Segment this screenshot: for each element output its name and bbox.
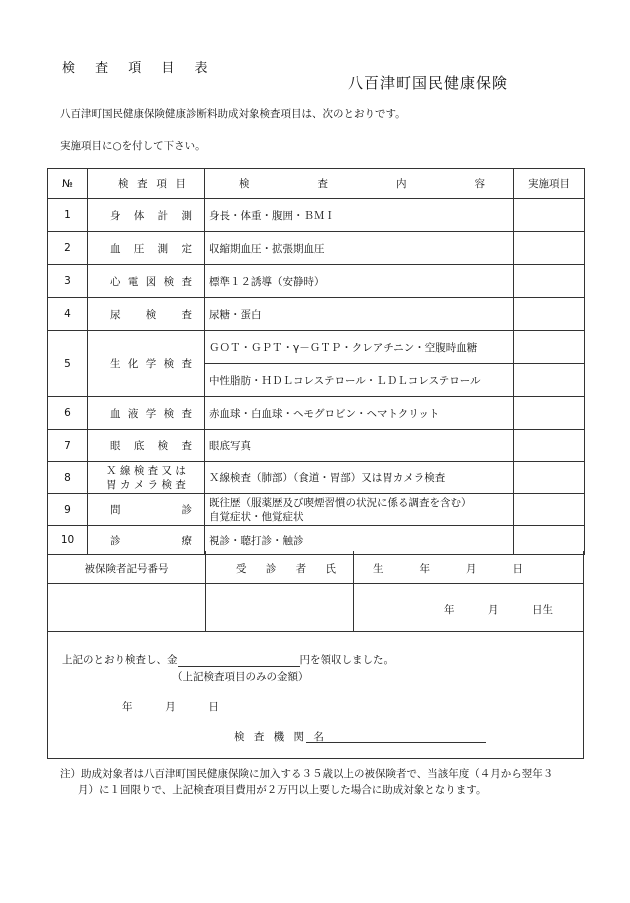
date-month-unit: 月 (165, 701, 176, 713)
row-item-chars (88, 438, 204, 453)
row-content-2: 中性脂肪・ＨＤＬコレステロール・ＬＤＬコレステロール (205, 364, 514, 397)
instruction-text: 実施項目に○を付して下さい。 (60, 140, 206, 152)
row-item (88, 397, 205, 430)
row-no: 7 (48, 430, 88, 462)
spaced-char: 受 (236, 563, 247, 575)
row-item (88, 430, 205, 462)
insurance-number-input[interactable] (48, 591, 205, 629)
row-item (88, 462, 205, 494)
done-check-cell[interactable] (514, 298, 585, 331)
done-check-cell[interactable] (514, 265, 585, 298)
spaced-char: 液 (127, 407, 139, 420)
birth-day-unit: 日生 (532, 604, 553, 616)
header-content (205, 169, 514, 199)
row-content: 収縮期血圧・拡張期血圧 (205, 232, 514, 265)
row-item-line2: 胃 カ メ ラ 検 査 (106, 478, 186, 491)
row-content: ＧＯＴ・ＧＰＴ・γ－ＧＴＰ・クレアチニン・空腹時血糖 (205, 331, 514, 364)
spaced-char: 項 (156, 178, 167, 190)
row-content-line2: 自覚症状・他覚症状 (209, 510, 304, 523)
row-content: 赤血球・白血球・ヘモグロビン・ヘマトクリット (205, 397, 514, 430)
row-item-chars (88, 356, 204, 371)
done-check-cell[interactable] (514, 462, 585, 494)
date-day-unit: 日 (208, 701, 219, 713)
spaced-char: 電 (127, 275, 139, 288)
row-content: 眼底写真 (205, 430, 514, 462)
receipt-suffix: 円を領収しました。 (299, 654, 394, 666)
spaced-char: 査 (317, 178, 328, 190)
row-item-chars (88, 208, 204, 223)
row-item-chars (88, 241, 204, 256)
spaced-char: 化 (127, 358, 139, 370)
spaced-char: 検 (157, 440, 169, 452)
spaced-char: 検 (163, 358, 175, 370)
spaced-char: 尿 (110, 308, 121, 321)
row-no: 6 (48, 397, 88, 430)
table-header-row (48, 169, 585, 199)
examinee-name-input[interactable] (206, 591, 353, 629)
spaced-char: 眼 (110, 440, 121, 452)
header-done: 実施項目 (514, 169, 585, 199)
spaced-char: 問 (110, 504, 121, 516)
spaced-char: 者 (295, 563, 307, 575)
row-item-line1: Ｘ 線 検 査 又 は (106, 464, 186, 477)
spaced-char: 査 (137, 178, 148, 190)
agency-label: 検 査 機 関 名 (234, 731, 327, 743)
spaced-char: 療 (181, 534, 192, 547)
spaced-char: 圧 (133, 242, 145, 255)
spaced-char: 血 (110, 407, 121, 420)
spaced-char: 診 (110, 534, 121, 547)
footnote-line2: 月）に１回限りで、上記検査項目費用が２万円以上要した場合に助成対象となります。 (78, 784, 487, 796)
spaced-char: 生 (373, 563, 384, 575)
row-no: 9 (48, 494, 88, 526)
spaced-char: 計 (157, 209, 169, 222)
spaced-char: 測 (157, 242, 169, 255)
spaced-char: 検 (239, 178, 250, 190)
row-content: 尿糖・蛋白 (205, 298, 514, 331)
spaced-char: 年 (419, 563, 430, 575)
row-item-chars (88, 274, 204, 289)
row-item (88, 199, 205, 232)
receipt-note: （上記検査項目のみの金額） (172, 671, 309, 683)
spaced-char: 検 (163, 275, 175, 288)
row-no: 4 (48, 298, 88, 331)
spaced-char: 身 (110, 209, 121, 222)
receipt-statement (62, 652, 394, 667)
row-no: 5 (48, 331, 88, 397)
done-check-cell[interactable] (514, 397, 585, 430)
table-row (48, 298, 585, 331)
table-row (48, 331, 585, 364)
done-check-cell[interactable] (514, 430, 585, 462)
spaced-char: 氏 (325, 563, 336, 575)
row-content: Ｘ線検査（肺部）（食道・胃部）又は胃カメラ検査 (205, 462, 514, 494)
insurance-number-label: 被保険者記号番号 (84, 563, 169, 575)
table-row (48, 232, 585, 265)
row-no: 8 (48, 462, 88, 494)
spaced-char: 生 (110, 358, 121, 370)
examinee-section (47, 551, 584, 759)
spaced-char: 査 (181, 358, 192, 370)
header-item (88, 169, 205, 199)
page-title: 検 査 項 目 表 (62, 61, 216, 76)
row-item-chars (88, 307, 204, 322)
done-check-cell[interactable] (514, 232, 585, 265)
row-content-line1: 既往歴（服薬歴及び喫煙習慣の状況に係る調査を含む） (209, 496, 472, 509)
done-check-cell[interactable] (514, 364, 585, 397)
row-item-chars (88, 406, 204, 421)
date-year-unit: 年 (122, 701, 133, 713)
spaced-char: 学 (145, 407, 157, 420)
exam-items-table (47, 168, 585, 555)
done-check-cell[interactable] (514, 331, 585, 364)
spaced-char: 検 (163, 407, 175, 420)
spaced-char: 診 (265, 563, 277, 575)
header-no: № (48, 169, 88, 199)
spaced-char: 目 (175, 178, 186, 190)
row-item (88, 331, 205, 397)
receipt-date (122, 699, 219, 714)
agency-name-field[interactable] (306, 742, 486, 743)
spaced-char: 査 (181, 440, 192, 452)
spaced-char: 査 (181, 308, 192, 321)
intro-text: 八百津町国民健康保険健康診断料助成対象検査項目は、次のとおりです。 (60, 108, 406, 120)
spaced-char: 定 (181, 242, 192, 255)
done-check-cell[interactable] (514, 494, 585, 526)
row-content: 視診・聴打診・触診 (205, 526, 514, 555)
row-content: 標準１２誘導（安静時） (205, 265, 514, 298)
spaced-char: 容 (474, 178, 485, 190)
row-item (88, 232, 205, 265)
table-row (48, 397, 585, 430)
header-content-chars (205, 176, 513, 191)
amount-field[interactable] (178, 655, 300, 667)
table-row (48, 265, 585, 298)
spaced-char: 月 (466, 563, 477, 575)
row-item (88, 298, 205, 331)
examinee-name-label (236, 561, 336, 576)
row-no: 2 (48, 232, 88, 265)
row-content (205, 494, 514, 526)
row-item (88, 494, 205, 526)
spaced-char: 測 (181, 209, 192, 222)
spaced-char: 検 (118, 178, 129, 190)
spaced-char: 内 (396, 178, 407, 190)
birth-month-unit: 月 (488, 604, 499, 616)
spaced-char: 査 (181, 407, 192, 420)
table-row (48, 430, 585, 462)
footnote (60, 766, 590, 798)
spaced-char: 図 (145, 275, 157, 288)
row-no: 1 (48, 199, 88, 232)
birthdate-label (373, 561, 523, 576)
receipt-prefix: 上記のとおり検査し、金 (62, 654, 178, 666)
spaced-char: 心 (110, 275, 121, 288)
divider (353, 551, 354, 632)
row-no: 3 (48, 265, 88, 298)
done-check-cell[interactable] (514, 199, 585, 232)
header-item-chars (88, 176, 204, 191)
spaced-char: 日 (512, 563, 523, 575)
spaced-char: 体 (133, 209, 145, 222)
spaced-char: 診 (181, 504, 192, 516)
organization-name: 八百津町国民健康保険 (348, 74, 509, 92)
birth-year-unit: 年 (444, 604, 455, 616)
spaced-char: 検 (145, 308, 157, 321)
footnote-line1: 注）助成対象者は八百津町国民健康保険に加入する３５歳以上の被保険者で、当該年度（４月から翌年３ (60, 768, 554, 780)
table-row (48, 462, 585, 494)
table-row (48, 494, 585, 526)
row-item (88, 265, 205, 298)
spaced-char: 血 (110, 242, 121, 255)
spaced-char: 学 (145, 358, 157, 370)
row-item-chars (88, 533, 204, 548)
row-content: 身長・体重・腹囲・ＢＭＩ (205, 199, 514, 232)
row-item-chars (88, 502, 204, 517)
table-row (48, 199, 585, 232)
spaced-char: 査 (181, 275, 192, 288)
spaced-char: 底 (133, 440, 145, 452)
row-no: 10 (48, 526, 88, 555)
